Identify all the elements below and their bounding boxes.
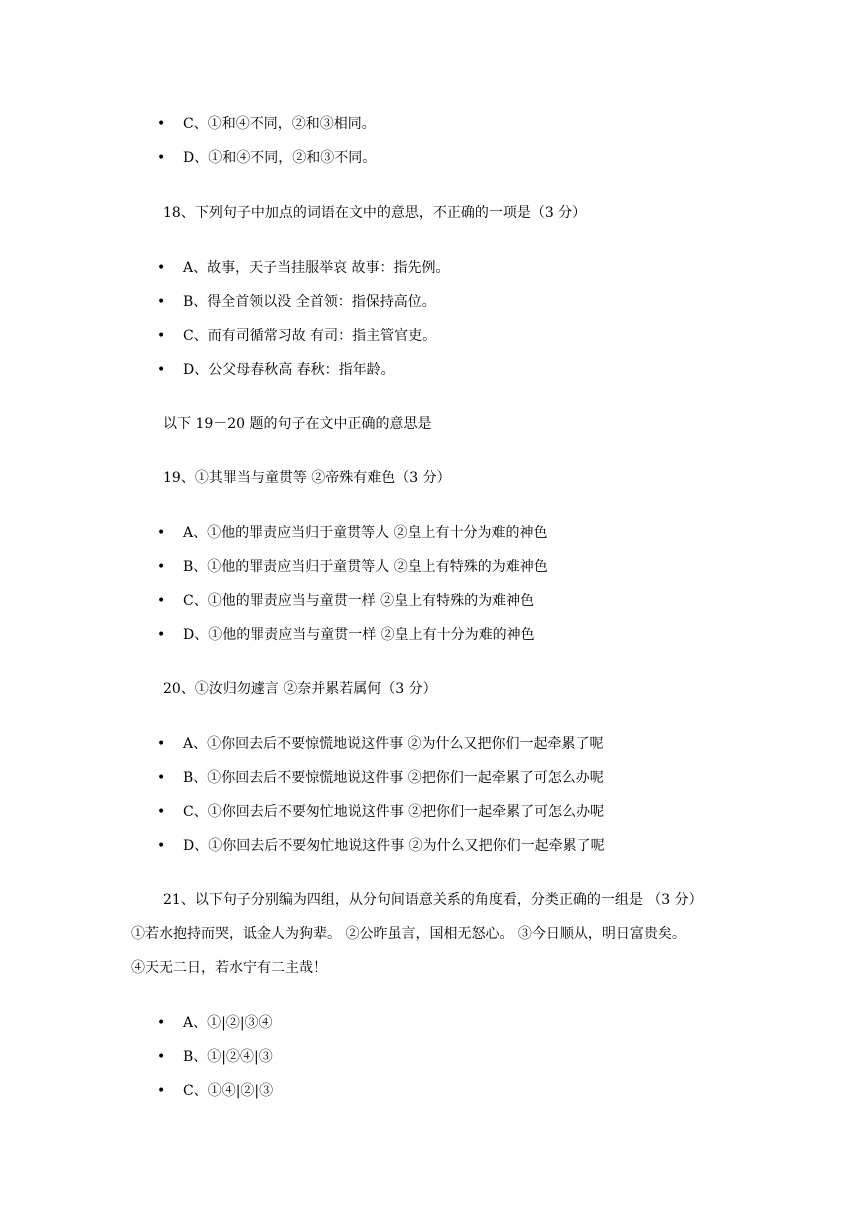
question-21-sentences-line1: ①若水抱持而哭，诋金人为狗辈。 ②公昨虽言，国相无怒心。 ③今日顺从，明日富贵矣。 — [131, 926, 686, 942]
question-19: 19、①其罪当与童贯等 ②帝殊有难色（3 分） — [163, 470, 451, 486]
document-page: C、①和④不同，②和③相同。 D、①和④不同，②和③不同。 18、下列句子中加点的词语在文中的意思，不正确的一项是（3 分） A、故事，天子当挂服举哀 故事：指先例。 B、得全首领以没 全首领：指保持高位。 C、而有司循常习故 有司：指主管官吏。 D、公父母春秋高 春秋：指年龄。 以下 19－20 题的句子在文中正确的意思是 19、①其罪当与童贯等 ②帝殊有难色（3 分） A、①他的罪责应当归于童贯等人 ②皇上有十分为难的神色 B、①他的罪责应当归于童贯等人 ②皇上有特殊的为难神色 C、①他的罪责应当与童贯一样 ②皇上有特殊的为难神色 D、①他的罪责应当与童贯一样 ②皇上有十分为难的神色 20、①汝归勿遽言 ②奈并累若属何（3 分） A、①你回去后不要惊慌地说这件事 ②为什么又把你们一起牵累了呢 B、①你回去后不要惊慌地说这件事 ②把你们一起牵累了可怎么办呢 C、①你回去后不要匆忙地说这件事 ②把你们一起牵累了可怎么办呢 D、①你回去后不要匆忙地说这件事 ②为什么又把你们一起牵累了呢 21、以下句子分别编为四组，从分句间语意关系的角度看，分类正确的一组是 （3 分） ①若水抱持而哭，诋金人为狗辈。 ②公昨虽言，国相无怒心。 ③今日顺从，明日富贵矣。 ④天无二日，若水宁有二主哉！ A、①|②|③④ B、①|②④|③ C、①④|②|③ — [131, 116, 703, 1099]
section-instruction: 以下 19－20 题的句子在文中正确的意思是 — [163, 416, 432, 432]
question-21: 21、以下句子分别编为四组，从分句间语意关系的角度看，分类正确的一组是 （3 分） — [163, 892, 703, 908]
question-18: 18、下列句子中加点的词语在文中的意思，不正确的一项是（3 分） — [163, 205, 587, 221]
question-21-sentences-line2: ④天无二日，若水宁有二主哉！ — [131, 960, 327, 976]
question-20: 20、①汝归勿遽言 ②奈并累若属何（3 分） — [163, 681, 437, 697]
